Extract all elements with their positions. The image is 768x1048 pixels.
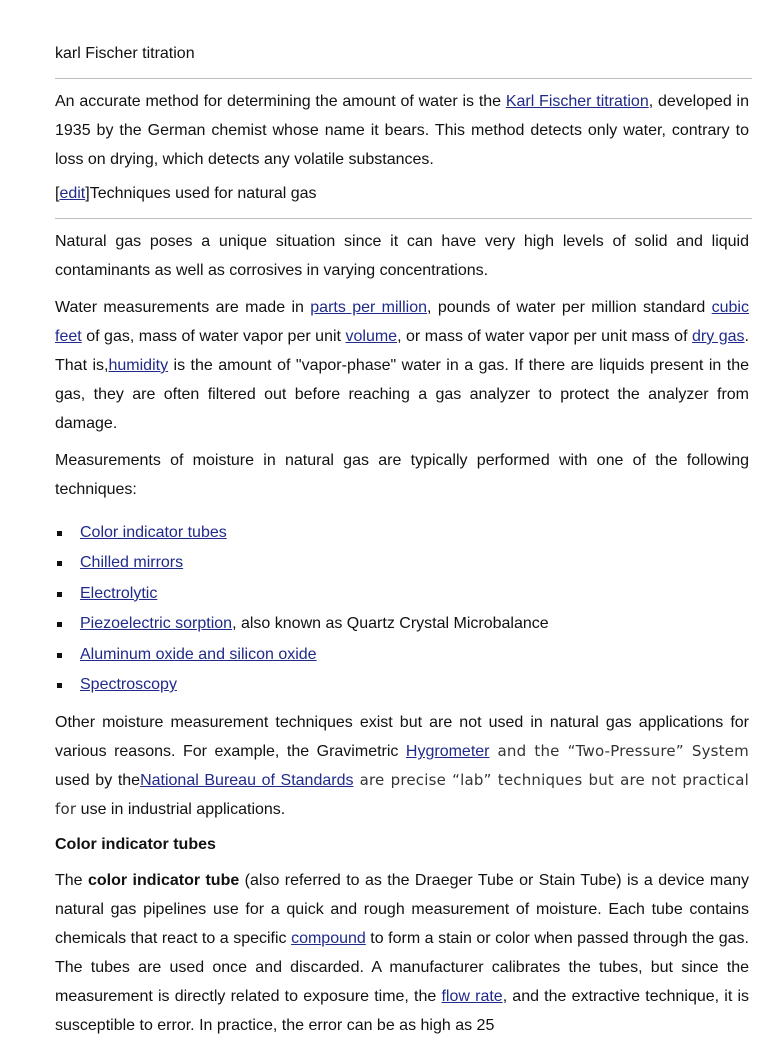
list-item <box>55 640 749 670</box>
techniques-list <box>55 518 749 700</box>
list-item <box>55 670 749 700</box>
link-compound[interactable]: compound <box>291 930 366 948</box>
bullet-icon <box>57 531 62 536</box>
paragraph-color-indicator-tube: The color indicator tube (also referred to as the Draeger Tube or Stain Tube) is a device many natural gas pipelines use for a quick and rough measurement of moisture. Each tube contains chemicals that react to a specific compound to form a stain or color when passed through the gas. The tubes are used once and discarded. A manufacturer calibrates the tubes, but since the measurement is directly related to exposure time, the flow rate, and the extractive technique, it is susceptible to error. In practice, the error can be as high as 25 <box>55 872 750 1035</box>
link-spectroscopy[interactable]: Spectroscopy <box>80 676 177 694</box>
link-parts-per-million[interactable]: parts per million <box>310 299 428 316</box>
paragraph-natural-gas-intro: Natural gas poses a unique situation since it can have very high levels of solid and liquid contaminants as well as corrosives in varying concentrations. <box>55 233 749 279</box>
section-heading-karl-fischer: karl Fischer titration <box>55 45 195 62</box>
edit-link[interactable]: edit <box>59 185 86 202</box>
link-aluminum-silicon-oxide[interactable]: Aluminum oxide and silicon oxide <box>80 645 317 663</box>
link-volume[interactable]: volume <box>345 328 398 345</box>
section-divider <box>55 78 752 79</box>
link-national-bureau-of-standards[interactable]: National Bureau of Standards <box>140 772 354 790</box>
link-piezoelectric-sorption[interactable]: Piezoelectric sorption <box>80 615 233 633</box>
link-flow-rate[interactable]: flow rate <box>441 988 503 1006</box>
article-content <box>55 44 749 1048</box>
bullet-icon <box>57 622 62 627</box>
section-heading-color-indicator-tubes: Color indicator tubes <box>55 836 216 854</box>
link-dry-gas[interactable]: dry gas <box>692 328 745 345</box>
link-karl-fischer-titration[interactable]: Karl Fischer titration <box>505 93 649 110</box>
paragraph-karl-fischer: An accurate method for determining the amount of water is the Karl Fischer titration, developed in 1935 by the German chemist whose name it bears. This method detects only water, contrary to loss on drying, which detects any volatile substances. <box>55 93 749 168</box>
bullet-icon <box>57 653 62 658</box>
link-chilled-mirrors[interactable]: Chilled mirrors <box>80 554 184 572</box>
link-cubic-feet[interactable]: cubic feet <box>55 299 749 345</box>
list-item <box>55 579 749 609</box>
link-color-indicator-tubes[interactable]: Color indicator tubes <box>80 524 227 541</box>
bullet-icon <box>57 592 62 597</box>
link-electrolytic[interactable]: Electrolytic <box>80 584 158 602</box>
paragraph-measurement-techniques-intro: Measurements of moisture in natural gas are typically performed with one of the following techniques: <box>55 452 749 498</box>
paragraph-other-techniques: Other moisture measurement techniques exist but are not used in natural gas applications for various reasons. For example, the Gravimetric Hygrometer and the “Two-Pressure” System used by theNational Bureau of Standards are precise “lab” techniques but are not practical for use in industrial applications. <box>55 714 749 819</box>
section-heading-natural-gas: [edit]Techniques used for natural gas <box>55 185 317 202</box>
paragraph-water-measurements: Water measurements are made in parts per million, pounds of water per million standard cubic feet of gas, mass of water vapor per unit volume, or mass of water vapor per unit mass of dry gas. That is,humidity is the amount of "vapor-phase" water in a gas. If there are liquids present in the gas, they are often filtered out before reaching a gas analyzer to protect the analyzer from damage. <box>55 299 749 432</box>
link-humidity[interactable]: humidity <box>108 357 169 374</box>
bullet-icon <box>57 683 62 688</box>
list-item <box>55 518 749 548</box>
list-item <box>55 548 749 578</box>
link-hygrometer[interactable]: Hygrometer <box>405 743 490 761</box>
list-item: Piezoelectric sorption, also known as Quartz Crystal Microbalance <box>55 609 749 639</box>
section-divider <box>55 218 752 219</box>
bullet-icon <box>57 561 62 566</box>
